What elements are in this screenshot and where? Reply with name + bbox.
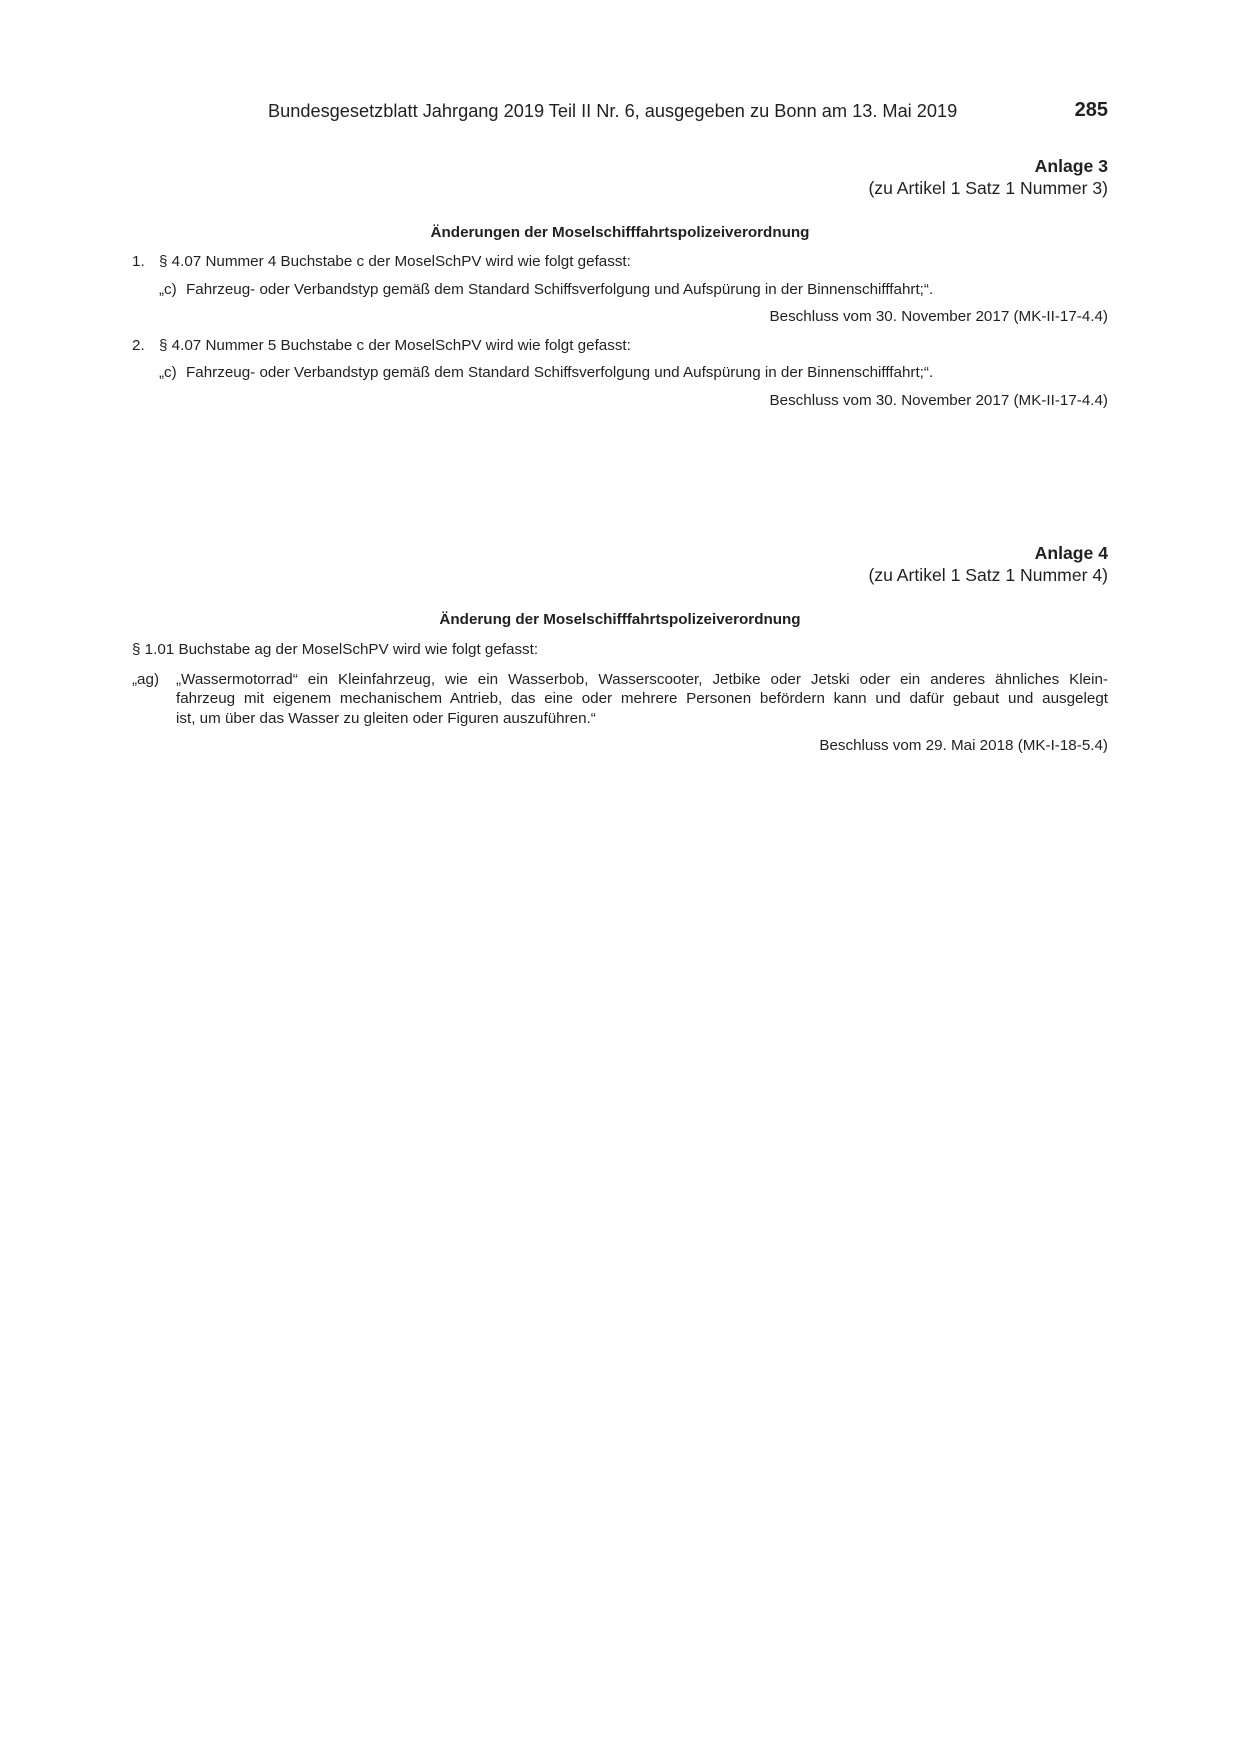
- anlage-3-reference: (zu Artikel 1 Satz 1 Nummer 3): [868, 178, 1108, 198]
- publication-header: Bundesgesetzblatt Jahrgang 2019 Teil II Nr. 6, ausgegeben zu Bonn am 13. Mai 2019: [268, 101, 958, 121]
- anlage-4-title: Anlage 4: [1034, 543, 1108, 563]
- item-number: 2.: [132, 336, 145, 354]
- amendment-item-1: [132, 252, 1108, 272]
- quote-prefix: „c): [159, 364, 177, 381]
- quote-prefix: „c): [159, 280, 177, 298]
- anlage-3-heading: Änderungen der Moselschifffahrtspolizeiverordnung: [430, 224, 810, 241]
- running-header: [132, 99, 1108, 125]
- item-number: 1.: [132, 253, 145, 270]
- definition-line: „Wassermotorrad“ ein Kleinfahrzeug, wie ein Wasserbob, Wasserscooter, Jetbike oder Jetski oder ein anderes ähnliches Klein-: [176, 670, 1108, 688]
- definition-line: ist, um über das Wasser zu gleiten oder Figuren auszuführen.“: [176, 709, 596, 727]
- anlage-3-title: Anlage 3: [1034, 156, 1108, 176]
- decision-reference: Beschluss vom 29. Mai 2018 (MK-I-18-5.4): [819, 737, 1108, 754]
- definition-block: [132, 670, 1108, 729]
- document-page: [132, 0, 1108, 1754]
- amendment-body: [132, 640, 1108, 756]
- anlage-4-section: [132, 542, 1108, 756]
- decision-reference: Beschluss vom 30. November 2017 (MK-II-17-4.4): [769, 391, 1108, 409]
- definition-label: „ag): [132, 670, 160, 688]
- anlage-3-section: [132, 155, 1108, 410]
- item-text: § 4.07 Nummer 4 Buchstabe c der MoselSchPV wird wie folgt gefasst:: [159, 253, 631, 270]
- anlage-4-heading: Änderung der Moselschifffahrtspolizeiverordnung: [439, 611, 801, 628]
- quote-text: Fahrzeug- oder Verbandstyp gemäß dem Standard Schiffsverfolgung und Aufspürung in der Binnenschifffahrt;“.: [186, 280, 934, 298]
- decision-reference: Beschluss vom 30. November 2017 (MK-II-17-4.4): [769, 308, 1108, 325]
- amended-text: [132, 280, 1108, 300]
- paragraph-text: § 1.01 Buchstabe ag der MoselSchPV wird wie folgt gefasst:: [132, 641, 539, 658]
- amended-text: [132, 363, 1108, 383]
- item-text: § 4.07 Nummer 5 Buchstabe c der MoselSchPV wird wie folgt gefasst:: [159, 336, 631, 354]
- definition-line: fahrzeug mit eigenem mechanischem Antrieb, das eine oder mehrere Personen befördern kann und dafür gebaut und ausgelegt: [176, 690, 1108, 707]
- anlage-4-reference: (zu Artikel 1 Satz 1 Nummer 4): [868, 565, 1108, 585]
- amendment-item-2: [132, 336, 1108, 356]
- amendment-item: [132, 252, 1108, 410]
- page-number: 285: [1074, 99, 1108, 121]
- quote-text: Fahrzeug- oder Verbandstyp gemäß dem Standard Schiffsverfolgung und Aufspürung in der Binnenschifffahrt;“.: [186, 364, 934, 381]
